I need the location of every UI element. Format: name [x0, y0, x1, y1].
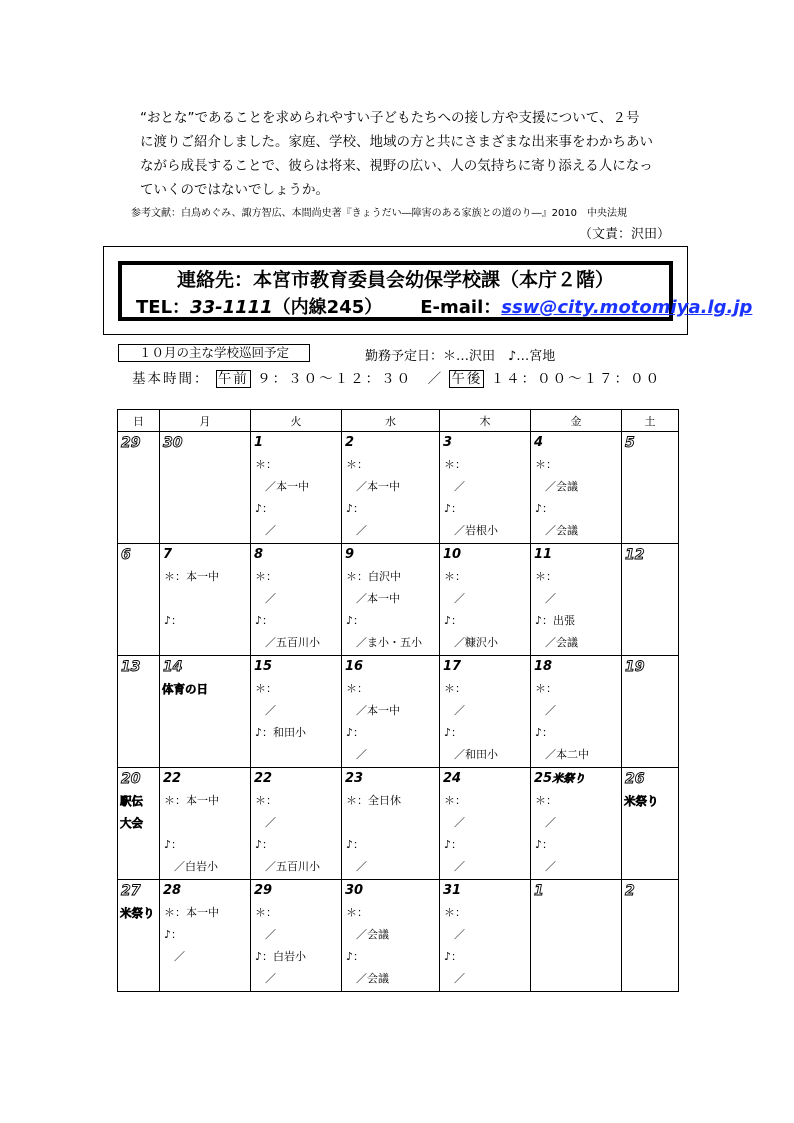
- schedule-entry: ♪：: [346, 950, 365, 963]
- calendar-day-cell: [342, 768, 440, 880]
- schedule-entry: ／本一中: [356, 592, 400, 605]
- day-number-text: 27: [121, 883, 141, 899]
- contact-details: [136, 293, 752, 319]
- day-number-text: 11: [534, 547, 553, 562]
- schedule-entry: [160, 588, 250, 610]
- calendar-day-cell: [531, 656, 622, 768]
- calendar-day-cell: [440, 880, 531, 992]
- calendar-day-cell: [622, 544, 679, 656]
- day-number-text: 22: [163, 771, 182, 786]
- schedule-entry: ＊：: [255, 570, 277, 583]
- day-number: [251, 544, 341, 566]
- am-label: 午前: [217, 371, 249, 387]
- schedule-entry: ／ま小・五小: [356, 636, 422, 649]
- schedule-entry: ／: [454, 480, 465, 493]
- day-number-text: 8: [254, 547, 264, 562]
- intro-line-2: に渡りご紹介しました。家庭、学校、地域の方と共にさまざまな出来事をわかちあい: [140, 134, 653, 150]
- schedule-entry: ／: [545, 592, 556, 605]
- weekday-header: 日: [118, 410, 160, 432]
- schedule-entry: ／本一中: [356, 704, 400, 717]
- schedule-entry: ♪：出張: [535, 614, 576, 627]
- holiday-label: 駅伝: [120, 794, 143, 808]
- schedule-entry: ♪：: [346, 614, 365, 627]
- schedule-entry: ／: [454, 592, 465, 605]
- reference-note: 参考文献：白鳥めぐみ、諏方智広、本間尚史著『きょうだい―障害のある家族との道のり―』2010 中央法規: [131, 208, 628, 219]
- schedule-entry: ＊：: [255, 458, 277, 471]
- schedule-entry: ／: [356, 524, 367, 537]
- am-time: ９：３０～１２：３０ ／: [257, 371, 444, 387]
- calendar-day-cell: [160, 768, 251, 880]
- calendar-day-cell: [440, 432, 531, 544]
- tel-number: 33-1111: [190, 297, 273, 318]
- day-number: [118, 544, 159, 566]
- schedule-entry: ／本一中: [356, 480, 400, 493]
- schedule-entry: ／岩根小: [454, 524, 498, 537]
- day-number-text: 29: [121, 435, 141, 451]
- day-number: [342, 880, 439, 902]
- schedule-entry: ＊：: [255, 682, 277, 695]
- day-number-text: 18: [534, 659, 553, 674]
- day-number-text: 9: [345, 547, 355, 562]
- day-number: [440, 768, 530, 790]
- day-number: [342, 544, 439, 566]
- schedule-entry: ／会議: [356, 972, 389, 985]
- calendar-day-cell: [251, 768, 342, 880]
- schedule-entry: ／五百川小: [265, 636, 320, 649]
- day-number-text: 5: [625, 435, 635, 451]
- schedule-entry: ／会議: [545, 636, 578, 649]
- schedule-entry: ♪：: [444, 838, 463, 851]
- day-number: [160, 656, 250, 678]
- day-number-text: 25: [534, 771, 553, 786]
- day-number-text: 20: [121, 771, 141, 787]
- schedule-entry: ／白岩小: [174, 860, 218, 873]
- schedule-entry: ＊：: [346, 682, 368, 695]
- schedule-entry: ♪：: [164, 928, 183, 941]
- schedule-entry: ／: [356, 748, 367, 761]
- calendar-week-row: [118, 880, 679, 992]
- schedule-entry: ♪：: [444, 502, 463, 515]
- day-number: [118, 432, 159, 454]
- weekday-header: 木: [440, 410, 531, 432]
- schedule-entry: ♪：: [535, 502, 554, 515]
- day-number: [342, 432, 439, 454]
- day-number-text: 1: [254, 435, 264, 450]
- schedule-entry: ／: [265, 972, 276, 985]
- intro-paragraph: [140, 106, 685, 202]
- schedule-entry: ＊：本一中: [164, 794, 219, 807]
- schedule-entry: ♪：: [164, 614, 183, 627]
- schedule-entry: ／本一中: [265, 480, 309, 493]
- day-number: [160, 432, 250, 454]
- day-number-text: 3: [443, 435, 453, 450]
- day-number: [118, 656, 159, 678]
- event-tag: 米祭り: [552, 772, 586, 785]
- schedule-entry: ／: [265, 816, 276, 829]
- calendar-day-cell: [251, 544, 342, 656]
- day-number: [342, 656, 439, 678]
- calendar-day-cell: [160, 432, 251, 544]
- calendar-day-cell: [118, 544, 160, 656]
- holiday-label: 米祭り: [120, 906, 155, 920]
- day-number: [531, 656, 621, 678]
- schedule-entry: ／: [545, 816, 556, 829]
- schedule-entry: ♪：: [346, 502, 365, 515]
- day-number-text: 12: [625, 547, 645, 563]
- pm-label: 午後: [451, 371, 483, 387]
- duty-legend: 勤務予定日：＊…沢田 ♪…宮地: [365, 349, 556, 364]
- day-number-text: 15: [254, 659, 273, 674]
- schedule-entry: ♪：: [164, 838, 183, 851]
- calendar-day-cell: [622, 768, 679, 880]
- day-number: [622, 880, 678, 902]
- day-number-text: 4: [534, 435, 544, 450]
- schedule-entry: ／: [454, 860, 465, 873]
- day-number: [342, 768, 439, 790]
- schedule-entry: ／: [265, 704, 276, 717]
- schedule-entry: ／: [265, 592, 276, 605]
- intro-line-4: ていくのではないでしょうか。: [140, 182, 329, 198]
- day-number-text: 14: [163, 659, 183, 675]
- schedule-entry: ♪：: [444, 950, 463, 963]
- schedule-entry: ♪：: [535, 838, 554, 851]
- day-number-text: 29: [254, 883, 273, 898]
- calendar-day-cell: [622, 880, 679, 992]
- calendar-day-cell: [440, 656, 531, 768]
- schedule-title: １０月の主な学校巡回予定: [118, 344, 310, 362]
- schedule-entry: ♪：: [255, 838, 274, 851]
- schedule-entry: ／会議: [545, 480, 578, 493]
- day-number-text: 1: [534, 883, 544, 899]
- day-number-text: 13: [121, 659, 141, 675]
- day-number: [160, 768, 250, 790]
- weekday-header: 金: [531, 410, 622, 432]
- schedule-entry: ♪：白岩小: [255, 950, 307, 963]
- schedule-entry: ＊：: [346, 458, 368, 471]
- schedule-entry: ♪：: [346, 726, 365, 739]
- calendar-day-cell: [531, 544, 622, 656]
- schedule-entry: ＊：: [255, 906, 277, 919]
- day-number-text: 23: [345, 771, 364, 786]
- schedule-entry: ＊：: [535, 794, 557, 807]
- day-number: [440, 544, 530, 566]
- calendar-body: [118, 432, 679, 992]
- day-number-text: 30: [345, 883, 364, 898]
- calendar-day-cell: [251, 656, 342, 768]
- calendar-day-cell: [342, 544, 440, 656]
- weekday-header: 月: [160, 410, 251, 432]
- schedule-entry: ／: [265, 928, 276, 941]
- calendar-day-cell: [118, 656, 160, 768]
- tel-extension: （内線245）: [272, 297, 383, 318]
- schedule-entry: ／糠沢小: [454, 636, 498, 649]
- day-number-text: 31: [443, 883, 462, 898]
- schedule-entry: [342, 812, 439, 834]
- day-number: [251, 880, 341, 902]
- schedule-entry: ＊：: [346, 906, 368, 919]
- calendar-day-cell: [251, 432, 342, 544]
- calendar-day-cell: [531, 432, 622, 544]
- day-number-text: 10: [443, 547, 462, 562]
- schedule-entry: ／: [265, 524, 276, 537]
- schedule-entry: ／: [356, 860, 367, 873]
- day-number-text: 2: [345, 435, 355, 450]
- schedule-entry: ♪：: [444, 726, 463, 739]
- calendar-day-cell: [251, 880, 342, 992]
- day-number: [118, 880, 159, 902]
- schedule-entry: ♪：: [255, 614, 274, 627]
- email-label: E-mail：: [420, 297, 502, 318]
- schedule-entry: ／: [454, 972, 465, 985]
- schedule-calendar: [117, 409, 679, 992]
- holiday-label: 米祭り: [624, 794, 659, 808]
- calendar-day-cell: [342, 432, 440, 544]
- tel-label: TEL：: [136, 297, 191, 318]
- schedule-entry: ／会議: [356, 928, 389, 941]
- day-number: [440, 432, 530, 454]
- schedule-entry: ／五百川小: [265, 860, 320, 873]
- schedule-entry: [160, 812, 250, 834]
- schedule-entry: ／: [545, 860, 556, 873]
- calendar-day-cell: [160, 544, 251, 656]
- schedule-entry: ＊：本一中: [164, 906, 219, 919]
- day-number-text: 16: [345, 659, 364, 674]
- schedule-entry: ♪：和田小: [255, 726, 307, 739]
- schedule-entry: ＊：: [255, 794, 277, 807]
- weekday-header: 火: [251, 410, 342, 432]
- schedule-entry: ＊：: [444, 682, 466, 695]
- intro-line-1: “おとな”であることを求められやすい子どもたちへの接し方や支援について、２号: [140, 110, 640, 126]
- holiday-label: 体育の日: [162, 682, 208, 696]
- contact-heading: 連絡先：本宮市教育委員会幼保学校課（本庁２階）: [176, 269, 614, 291]
- schedule-entry: ＊：: [535, 458, 557, 471]
- calendar-day-cell: [342, 656, 440, 768]
- schedule-entry: ／会議: [545, 524, 578, 537]
- day-number: [251, 432, 341, 454]
- day-number-text: 24: [443, 771, 462, 786]
- schedule-entry: ／: [454, 816, 465, 829]
- calendar-day-cell: [160, 656, 251, 768]
- schedule-entry: ＊：: [444, 570, 466, 583]
- schedule-entry: ／: [174, 950, 185, 963]
- calendar-day-cell: [118, 432, 160, 544]
- calendar-day-cell: [342, 880, 440, 992]
- schedule-entry: ／本二中: [545, 748, 589, 761]
- weekday-header: 土: [622, 410, 679, 432]
- calendar-week-row: [118, 544, 679, 656]
- schedule-entry: ＊：本一中: [164, 570, 219, 583]
- schedule-entry: ♪：: [444, 614, 463, 627]
- calendar-day-cell: [440, 768, 531, 880]
- calendar-day-cell: [118, 768, 160, 880]
- schedule-entry: ＊：全日休: [346, 794, 401, 807]
- calendar-week-row: [118, 432, 679, 544]
- writer-credit: （文責：沢田）: [578, 227, 670, 242]
- calendar-week-row: [118, 768, 679, 880]
- schedule-entry: ＊：: [444, 906, 466, 919]
- calendar-week-row: [118, 656, 679, 768]
- schedule-entry: ／和田小: [454, 748, 498, 761]
- weekday-header: 水: [342, 410, 440, 432]
- schedule-entry: ♪：: [535, 726, 554, 739]
- day-number: [622, 656, 678, 678]
- schedule-entry: ＊：: [535, 570, 557, 583]
- email-link[interactable]: ssw@city.motomiya.lg.jp: [501, 297, 753, 318]
- day-number-text: 26: [625, 771, 645, 787]
- schedule-entry: ＊：: [444, 794, 466, 807]
- day-number: [160, 544, 250, 566]
- day-number: [531, 768, 621, 790]
- day-number: [118, 768, 159, 790]
- day-number-text: 2: [625, 883, 635, 899]
- day-number: [622, 544, 678, 566]
- day-number-text: 7: [163, 547, 173, 562]
- schedule-entry: ／: [454, 704, 465, 717]
- day-number: [531, 544, 621, 566]
- schedule-entry: ＊：: [535, 682, 557, 695]
- calendar-day-cell: [440, 544, 531, 656]
- holiday-label: 大会: [120, 816, 143, 830]
- schedule-entry: ♪：: [255, 502, 274, 515]
- schedule-entry: ／: [454, 928, 465, 941]
- schedule-entry: ＊：: [444, 458, 466, 471]
- day-number: [531, 880, 621, 902]
- base-hours: [132, 367, 661, 387]
- day-number: [251, 656, 341, 678]
- day-number: [440, 880, 530, 902]
- day-number: [251, 768, 341, 790]
- day-number: [622, 432, 678, 454]
- day-number-text: 19: [625, 659, 645, 675]
- day-number-text: 22: [254, 771, 273, 786]
- schedule-entry: ♪：: [346, 838, 365, 851]
- calendar-day-cell: [622, 656, 679, 768]
- day-number: [622, 768, 678, 790]
- day-number-text: 6: [121, 547, 131, 563]
- calendar-day-cell: [531, 768, 622, 880]
- intro-line-3: ながら成長することで、彼らは将来、視野の広い、人の気持ちに寄り添える人になっ: [140, 158, 653, 174]
- day-number: [531, 432, 621, 454]
- schedule-entry: ＊：白沢中: [346, 570, 401, 583]
- calendar-day-cell: [160, 880, 251, 992]
- calendar-day-cell: [622, 432, 679, 544]
- pm-time: １４：００～１７：００: [490, 371, 662, 387]
- day-number-text: 30: [163, 435, 183, 451]
- hours-label: 基本時間：: [132, 371, 210, 387]
- calendar-day-cell: [531, 880, 622, 992]
- calendar-day-cell: [118, 880, 160, 992]
- calendar-header-row: [118, 410, 679, 432]
- day-number-text: 17: [443, 659, 462, 674]
- schedule-entry: ／: [545, 704, 556, 717]
- day-number: [160, 880, 250, 902]
- day-number-text: 28: [163, 883, 182, 898]
- day-number: [440, 656, 530, 678]
